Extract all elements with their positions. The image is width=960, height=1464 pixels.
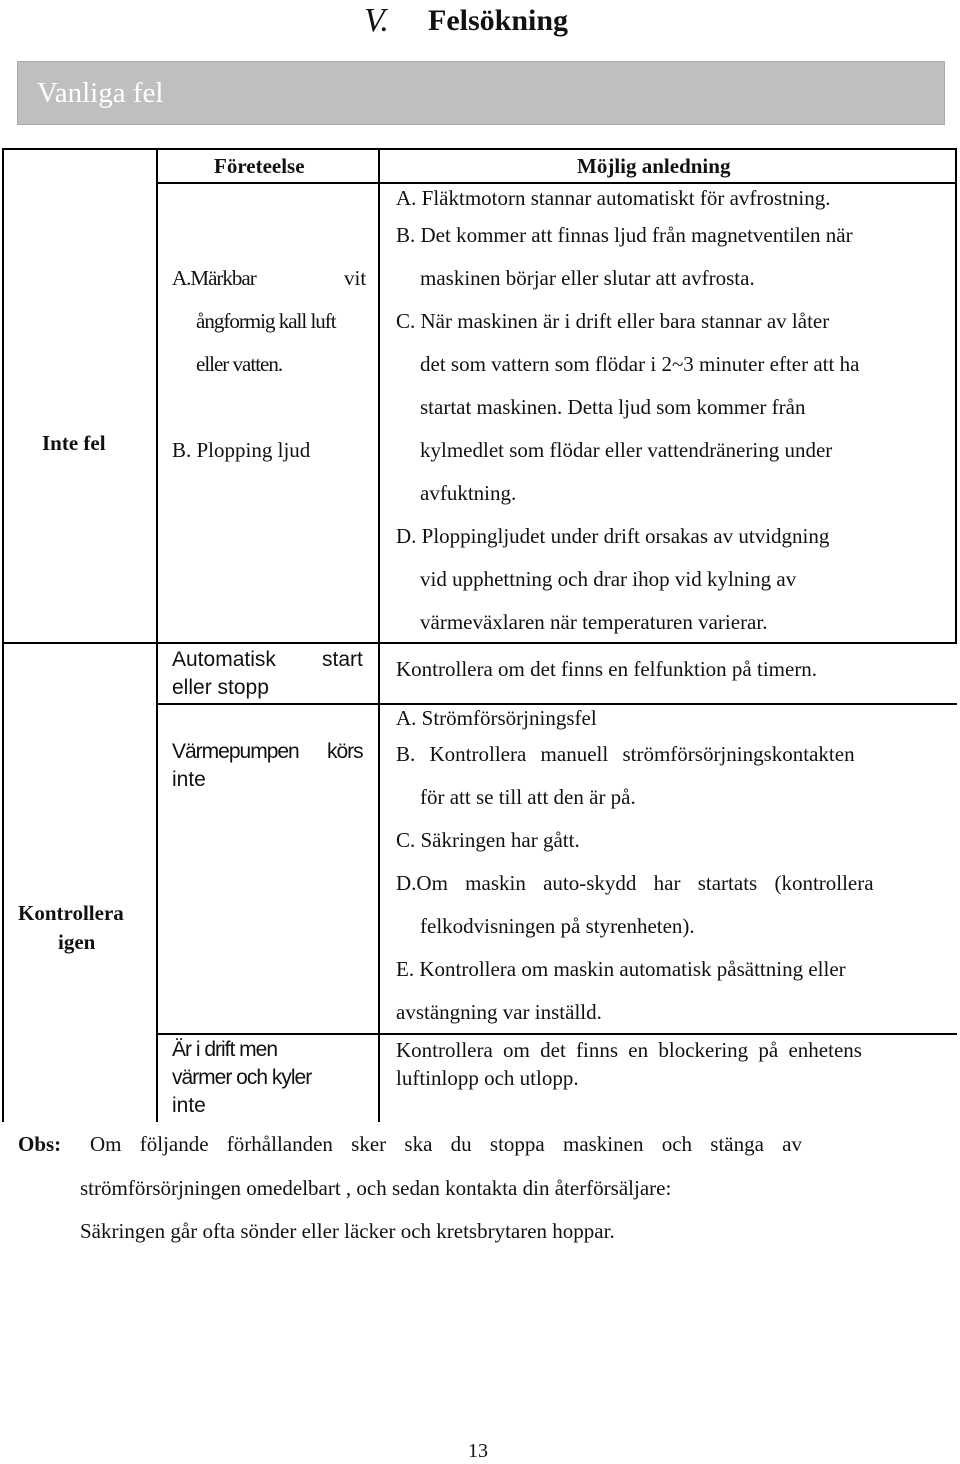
banner-label: Vanliga fel (37, 77, 164, 109)
cause-line: startat maskinen. Detta ljud som kommer från (420, 395, 806, 419)
cause-line: värmeväxlaren när temperaturen varierar. (420, 610, 768, 634)
table-border-right (955, 148, 957, 643)
phenomenon-a-line3: eller vatten. (196, 352, 283, 376)
row-divider-2 (156, 1033, 957, 1035)
table-divider-col2 (378, 148, 380, 1122)
cause-line: C. När maskinen är i drift eller bara stannar av låter (396, 309, 830, 333)
phenomenon-not-running-1: Värmepumpen (172, 740, 299, 763)
cause-line: avstängning var inställd. (396, 1000, 602, 1024)
page-title (0, 2, 960, 42)
table-divider-col1 (156, 148, 158, 1122)
page-number: 13 (468, 1440, 488, 1462)
phenomenon-no-heat-1: Är i drift men (172, 1038, 278, 1061)
phenomenon-no-heat-3: inte (172, 1094, 206, 1117)
cause-line: kylmedlet som flödar eller vattendränering under (420, 438, 833, 462)
cause-line: D. Ploppingljudet under drift orsakas av utvidgning (396, 524, 830, 548)
cause-line: B. Det kommer att finnas ljud från magnetventilen när (396, 223, 853, 247)
cause-line: för att se till att den är på. (420, 785, 636, 809)
cause-line: felkodvisningen på styrenheten). (420, 914, 695, 938)
phenomenon-auto-2: eller stopp (172, 676, 269, 699)
cause-line: det som vattern som flödar i 2~3 minuter efter att ha (420, 352, 860, 376)
cause-line: avfuktning. (420, 481, 517, 505)
note-line2: strömförsörjningen omedelbart , och sedan kontakta din återförsäljare: (80, 1176, 672, 1200)
cause-line: E. Kontrollera om maskin automatisk påsättning eller (396, 957, 846, 981)
phenomenon-auto-1-end: start (322, 648, 363, 671)
cause-blockage-1: Kontrollera om det finns en blockering på enhetens (396, 1038, 862, 1062)
cause-line: A. Strömförsörjningsfel (396, 706, 597, 730)
group-label-check-again-1: Kontrollera (18, 901, 124, 925)
phenomenon-a-line2: ångformig kall luft (196, 309, 336, 333)
header-cause: Möjlig anledning (577, 154, 731, 178)
header-phenomenon: Företeelse (214, 154, 305, 178)
phenomenon-auto-1: Automatisk (172, 648, 276, 671)
group-label-check-again-2: igen (58, 930, 96, 954)
cause-line: A. Fläktmotorn stannar automatiskt för avfrostning. (396, 186, 831, 210)
section-title: Felsökning (428, 4, 569, 37)
cause-blockage-2: luftinlopp och utlopp. (396, 1066, 579, 1090)
row-divider-1 (156, 703, 957, 705)
phenomenon-no-heat-2: värmer och kyler (172, 1066, 312, 1089)
phenomenon-a-line1-end: vit (344, 266, 367, 290)
cause-line: C. Säkringen har gått. (396, 828, 580, 852)
section-banner (17, 61, 945, 125)
table-border-left (2, 148, 4, 1122)
note-line1: Om följande förhållanden sker ska du stoppa maskinen och stänga av (90, 1132, 803, 1156)
section-number: V. (364, 2, 389, 39)
phenomenon-not-running-1-end: körs (327, 740, 363, 763)
cause-line: vid upphettning och drar ihop vid kylning av (420, 567, 797, 591)
cause-line: D.Om maskin auto-skydd har startats (kontrollera (396, 871, 874, 895)
note-line3: Säkringen går ofta sönder eller läcker och kretsbrytaren hoppar. (80, 1219, 615, 1243)
phenomenon-b: B. Plopping ljud (172, 438, 311, 462)
cause-timer: Kontrollera om det finns en felfunktion på timern. (396, 657, 818, 681)
group-divider (2, 642, 957, 644)
group-label-not-fault: Inte fel (42, 431, 106, 455)
phenomenon-a-line1: A.Märkbar (172, 266, 256, 290)
cause-line: B. Kontrollera manuell strömförsörjningskontakten (396, 742, 855, 766)
header-underline (156, 182, 957, 184)
cause-line: maskinen börjar eller slutar att avfrosta. (420, 266, 755, 290)
table-border-top (2, 148, 957, 150)
phenomenon-not-running-2: inte (172, 768, 206, 791)
note-label: Obs: (18, 1132, 62, 1156)
